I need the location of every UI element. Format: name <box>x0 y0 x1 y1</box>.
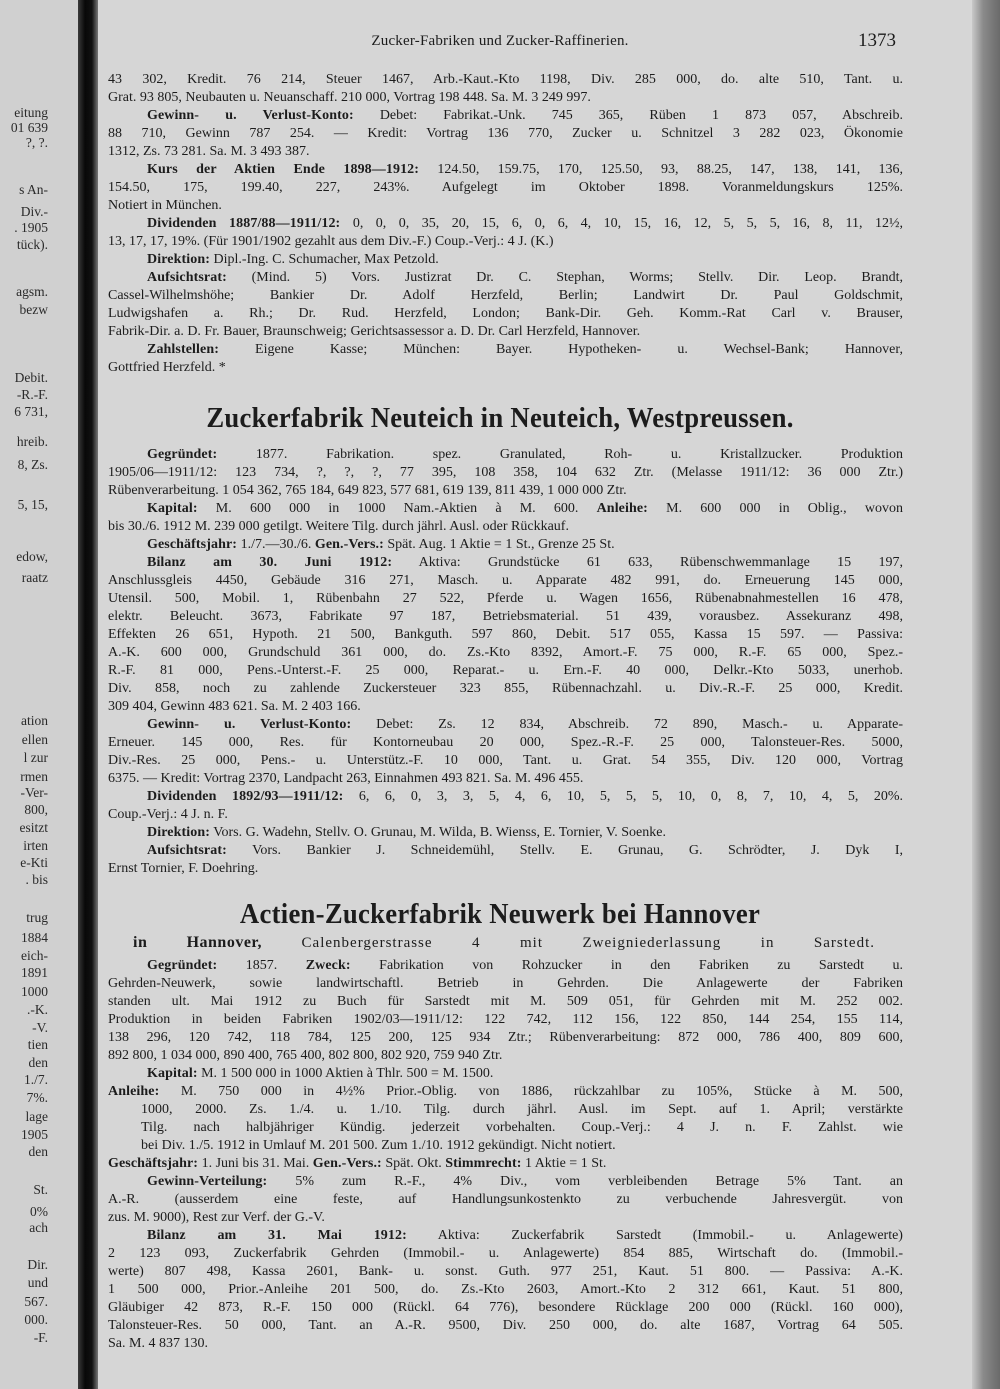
text-line <box>108 824 903 842</box>
fragment-line: .-K. <box>27 1002 48 1017</box>
fragment-line: irten <box>23 838 48 853</box>
text-line <box>108 1047 903 1065</box>
text-line <box>108 1299 903 1317</box>
text-line <box>108 143 903 161</box>
text-line <box>108 957 903 975</box>
fragment-line: trug <box>26 910 48 925</box>
fragment-line: ellen <box>21 732 48 747</box>
fragment-line: rmen <box>20 769 48 784</box>
paragraph <box>108 446 903 500</box>
text-line <box>108 993 903 1011</box>
field-text: Anschlussgleis 4450, Gebäude 316 271, Masch. u. Apparate 482 991, do. Erneuerung 145 000, <box>108 573 903 588</box>
text-line <box>108 287 903 305</box>
subtitle-city: in Hannover, <box>133 934 263 951</box>
field-label: Aufsichtsrat: <box>147 270 227 285</box>
text-line <box>108 215 903 233</box>
field-text: Spät. Okt. <box>381 1156 446 1171</box>
field-label: Direktion: <box>147 825 210 840</box>
field-text: 154.50, 175, 199.40, 227, 243%. Aufgelegt im Oktober 1898. Voranmeldungskurs 125%. <box>108 180 903 195</box>
field-text: M. 600 000 in Oblig., wovon <box>647 501 903 516</box>
paragraph <box>108 824 903 842</box>
paragraph <box>108 215 903 251</box>
text-line <box>108 1137 903 1155</box>
fragment-line: 567. <box>24 1294 48 1309</box>
paragraph <box>108 71 903 107</box>
field-text: 5% zum R.-F., 4% Div., vom verbleibenden Betrage 5% Tant. an <box>267 1174 903 1189</box>
fragment-line: ation <box>21 713 48 728</box>
fragment-line: s An- <box>19 182 48 197</box>
text-line <box>108 716 903 734</box>
field-label: Kurs der Aktien Ende 1898—1912: <box>147 162 420 177</box>
field-label: Gewinn-Verteilung: <box>147 1174 268 1189</box>
text-line <box>108 1119 903 1137</box>
field-text: (Mind. 5) Vors. Justizrat Dr. C. Stephan, Worms; Stellv. Dir. Leop. Brandt, <box>226 270 903 285</box>
field-label: Gegründet: <box>147 447 218 462</box>
text-line <box>108 1227 903 1245</box>
text-line <box>108 860 903 878</box>
field-label: Geschäftsjahr: <box>147 537 238 552</box>
fragment-line: 1891 <box>21 965 48 980</box>
field-text: 43 302, Kredit. 76 214, Steuer 1467, Arb.-Kaut.-Kto 1198, Div. 285 000, do. alte 510, Tant. u. <box>108 72 903 87</box>
text-line <box>108 341 903 359</box>
field-text: 1857. <box>217 958 306 973</box>
field-text: Eigene Kasse; München: Bayer. Hypotheken- u. Wechsel-Bank; Hannover, <box>218 342 903 357</box>
text-line <box>108 482 903 500</box>
fragment-line: . bis <box>25 872 48 887</box>
text-line <box>108 1263 903 1281</box>
field-label: Gen.-Vers.: <box>312 1156 382 1171</box>
fragment-line: 000. <box>24 1312 48 1327</box>
field-text: Utensil. 500, Mobil. 1, Rübenbahn 27 522, Pferde u. Wagen 1656, Rübenabnahmestellen 16 478, <box>108 591 903 606</box>
text-line <box>108 698 903 716</box>
entry-subtitle-neuwerk <box>133 934 875 952</box>
text-line <box>108 975 903 993</box>
fragment-line: e-Kti <box>20 855 48 870</box>
field-text: 138 296, 120 742, 118 784, 125 200, 125 934 Ztr.; Rübenverarbeitung: 872 000, 786 400, 809 600, <box>108 1030 903 1045</box>
fragment-line: 01 639 <box>10 120 48 135</box>
field-text: Effekten 26 651, Hypoth. 21 500, Bankguth. 597 860, Debit. 517 055, Kassa 15 597. — Passiva: <box>108 627 903 642</box>
field-label: Gewinn- u. Verlust-Konto: <box>147 717 352 732</box>
field-text: 124.50, 159.75, 170, 125.50, 93, 88.25, 147, 138, 141, 136, <box>419 162 903 177</box>
field-text: 1. Juni bis 31. Mai. <box>198 1156 313 1171</box>
text-line <box>108 1209 903 1227</box>
fragment-line: 0% <box>30 1204 48 1219</box>
fragment-line: ach <box>29 1220 48 1235</box>
text-line <box>108 500 903 518</box>
field-text: Debet: Fabrikat.-Unk. 745 365, Rüben 1 873 057, Abschreib. <box>353 108 903 123</box>
field-text: Cassel-Wilhelmshöhe; Bankier Dr. Adolf Herzfeld, Berlin; Landwirt Dr. Paul Goldschmit, <box>108 288 903 303</box>
paragraph <box>108 554 903 716</box>
paragraph <box>108 1173 903 1227</box>
paragraph <box>108 788 903 824</box>
fragment-line: -R.-F. <box>16 387 48 402</box>
field-text: Grat. 93 805, Neubauten u. Neuanschaff. 210 000, Vortrag 198 448. Sa. M. 3 249 997. <box>108 90 591 105</box>
text-line <box>108 107 903 125</box>
field-label: Kapital: <box>147 501 198 516</box>
text-line <box>108 1101 903 1119</box>
text-line <box>108 251 903 269</box>
field-text: Ernst Tornier, F. Doehring. <box>108 861 259 876</box>
field-text: werte) 807 498, Kassa 2601, Bank- u. sonst. Guth. 977 251, Kaut. 51 800. — Passiva: A.-K. <box>108 1264 903 1279</box>
field-text: standen ult. Mai 1912 zu Buch für Sarstedt mit M. 509 051, für Gehrden mit M. 252 002. <box>108 994 903 1009</box>
fragment-line: 7%. <box>26 1090 48 1105</box>
field-text: R.-F. 81 000, Pens.-Unterst.-F. 25 000, Reparat.- u. Ern.-F. 40 000, Delkr.-Kto 5033, unerhob. <box>108 663 903 678</box>
field-text: Spät. Aug. 1 Aktie = 1 St., Grenze 25 St. <box>383 537 615 552</box>
field-text: 892 800, 1 034 000, 890 400, 765 400, 802 800, 802 920, 759 940 Ztr. <box>108 1048 503 1063</box>
text-line <box>108 1281 903 1299</box>
fragment-line: -Ver- <box>20 785 48 800</box>
text-line <box>108 323 903 341</box>
fragment-line: eitung <box>14 105 48 120</box>
fragment-line: bezw <box>19 302 48 317</box>
text-line <box>108 125 903 143</box>
adjacent-page-fragment <box>0 0 80 1389</box>
fragment-line: Div.- <box>20 204 48 219</box>
text-line <box>108 608 903 626</box>
fragment-line: l zur <box>23 750 48 765</box>
field-text: 0, 0, 0, 35, 20, 15, 6, 0, 6, 4, 10, 15, 16, 12, 5, 5, 5, 16, 8, 11, 12½, <box>340 216 903 231</box>
field-text: Aktiva: Grundstücke 61 633, Rübenschwemmanlage 15 197, <box>392 555 903 570</box>
text-line <box>108 1029 903 1047</box>
text-line <box>108 1065 903 1083</box>
paragraph <box>108 341 903 377</box>
field-text: 88 710, Gewinn 787 254. — Kredit: Vortrag 136 770, Zucker u. Schnitzel 3 282 023, Ökonomie <box>108 126 903 141</box>
fragment-line: agsm. <box>16 284 48 299</box>
text-line <box>108 1155 903 1173</box>
fragment-line: -V. <box>32 1020 48 1035</box>
text-line <box>108 770 903 788</box>
field-text: 1877. Fabrikation. spez. Granulated, Roh- u. Kristallzucker. Produktion <box>217 447 903 462</box>
paragraph <box>108 957 903 1065</box>
field-label: Anleihe: <box>596 501 648 516</box>
text-line <box>108 179 903 197</box>
text-line <box>108 662 903 680</box>
field-label: Zweck: <box>305 958 351 973</box>
text-line <box>108 590 903 608</box>
text-line <box>108 554 903 572</box>
text-line <box>108 1245 903 1263</box>
text-line <box>108 161 903 179</box>
paragraph <box>108 1227 903 1353</box>
field-text: zus. M. 9000), Rest zur Verf. der G.-V. <box>108 1210 325 1225</box>
text-line <box>108 269 903 287</box>
field-text: Gottfried Herzfeld. * <box>108 360 226 375</box>
text-line <box>108 842 903 860</box>
field-text: Sa. M. 4 837 130. <box>108 1336 208 1351</box>
field-text: Talonsteuer-Res. 50 000, Tant. an A.-R. 9500, Div. 250 000, do. alte 1687, Vortrag 64 505. <box>108 1318 903 1333</box>
fragment-line: Debit. <box>14 370 48 385</box>
entry-title-neuteich: Zuckerfabrik Neuteich in Neuteich, Westpreussen. <box>206 402 794 434</box>
field-label: Stimmrecht: <box>445 1156 522 1171</box>
field-text: Gläubiger 42 873, R.-F. 150 000 (Rückl. 64 776), besondere Rücklage 200 000 (Rückl. 160 000), <box>108 1300 903 1315</box>
fragment-line: hreib. <box>16 434 48 449</box>
text-line <box>108 536 903 554</box>
text-line <box>108 233 903 251</box>
running-head: Zucker-Fabriken und Zucker-Raffinerien. <box>371 33 629 49</box>
field-text: Div.-Res. 25 000, Pens.- u. Unterstütz.-F. 10 000, Tant. u. Grat. 54 355, Div. 120 000, Vortrag <box>108 753 903 768</box>
paragraph <box>108 842 903 878</box>
text-line <box>108 1191 903 1209</box>
text-line <box>108 680 903 698</box>
field-text: Coup.-Verj.: 4 J. n. F. <box>108 807 228 822</box>
field-text: M. 750 000 in 4½% Prior.-Oblig. von 1886, rückzahlbar zu 105%, Stücke à M. 500, <box>159 1084 903 1099</box>
paragraph <box>108 1083 903 1155</box>
fragment-line: 800, <box>24 802 48 817</box>
field-text: bei Div. 1./5. 1912 in Umlauf M. 201 500. Zum 1./10. 1912 gekündigt. Nicht notiert. <box>141 1138 616 1153</box>
fragment-line: 1./7. <box>23 1072 48 1087</box>
fragment-line: 1905 <box>21 1127 48 1142</box>
field-label: Aufsichtsrat: <box>147 843 227 858</box>
text-line <box>108 1011 903 1029</box>
paragraph <box>108 536 903 554</box>
fragment-line: edow, <box>16 549 48 564</box>
fragment-line: den <box>28 1055 48 1070</box>
fragment-line: esitzt <box>19 820 48 835</box>
field-label: Geschäftsjahr: <box>108 1156 199 1171</box>
paragraph <box>108 161 903 215</box>
text-line <box>108 359 903 377</box>
text-line <box>108 1317 903 1335</box>
field-label: Direktion: <box>147 252 210 267</box>
field-text: Debet: Zs. 12 834, Abschreib. 72 890, Masch.- u. Apparate- <box>351 717 903 732</box>
field-text: Div. 858, noch zu zahlende Zuckersteuer 323 855, Rübennachzahl. u. Div.-R.-F. 25 000, Kredit. <box>108 681 903 696</box>
field-text: Ludwigshafen a. Rh.; Dr. Rud. Herzfeld, London; Bank-Dir. Geh. Komm.-Rat Carl v. Brauser, <box>108 306 903 321</box>
field-text: Fabrikation von Rohzucker in den Fabriken zu Sarstedt u. <box>350 958 904 973</box>
field-label: Dividenden 1887/88—1911/12: <box>147 216 341 231</box>
fragment-line: den <box>28 1144 48 1159</box>
page-number: 1373 <box>858 30 896 51</box>
fragment-line: Dir. <box>27 1257 48 1272</box>
field-text: 1 Aktie = 1 St. <box>521 1156 607 1171</box>
field-text: Dipl.-Ing. C. Schumacher, Max Petzold. <box>209 252 439 267</box>
page-edge-shadow <box>972 0 1000 1389</box>
field-text: Vors. G. Wadehn, Stellv. O. Grunau, M. Wilda, B. Wienss, E. Tornier, V. Soenke. <box>209 825 666 840</box>
field-text: Erneuer. 145 000, Res. für Kontorneubau 20 000, Spez.-R.-F. 25 000, Talonsteuer-Res. 5000, <box>108 735 903 750</box>
fragment-line: . 1905 <box>14 220 48 235</box>
field-text: M. 600 000 in 1000 Nam.-Aktien à M. 600. <box>197 501 597 516</box>
field-text: Aktiva: Zuckerfabrik Sarstedt (Immobil.- u. Anlagewerte) <box>406 1228 903 1243</box>
field-text: 6375. — Kredit: Vortrag 2370, Landpacht 263, Einnahmen 493 821. Sa. M. 496 455. <box>108 771 584 786</box>
paragraph <box>108 716 903 788</box>
fragment-line: tien <box>27 1037 48 1052</box>
field-text: Fabrik-Dir. a. D. Fr. Bauer, Braunschweig; Gerichtsassessor a. D. Dr. Carl Herzfeld, Hannover. <box>108 324 641 339</box>
fragment-line: und <box>27 1275 48 1290</box>
fragment-line: raatz <box>21 570 48 585</box>
field-text: 1000, 2000. Zs. 1./4. u. 1./10. Tilg. durch jährl. Ausl. im Sept. auf 1. April; verstärkte <box>141 1102 903 1117</box>
text-line <box>108 572 903 590</box>
field-label: Gen.-Vers.: <box>314 537 384 552</box>
field-text: A.-R. (ausserdem eine feste, auf Handlungsunkostenkto zu verbuchende Jahresvergüt. von <box>108 1192 903 1207</box>
field-label: Gewinn- u. Verlust-Konto: <box>147 108 354 123</box>
field-text: 1312, Zs. 73 281. Sa. M. 3 493 387. <box>108 144 310 159</box>
text-line <box>108 1335 903 1353</box>
fragment-line: 1000 <box>21 984 48 999</box>
text-line <box>108 752 903 770</box>
paragraph <box>108 500 903 536</box>
fragment-line: 6 731, <box>14 404 48 419</box>
text-line <box>108 1173 903 1191</box>
field-label: Bilanz am 30. Juni 1912: <box>147 555 393 570</box>
field-text: 2 123 093, Zuckerfabrik Gehrden (Immobil.- u. Anlagewerte) 854 885, Wirtschaft do. (Immobil.- <box>108 1246 903 1261</box>
text-line <box>108 71 903 89</box>
fragment-line: St. <box>33 1182 48 1197</box>
field-text: 1905/06—1911/12: 123 734, ?, ?, ?, 77 395, 108 358, 104 632 Ztr. (Melasse 1911/12: 36 000 Ztr.) <box>108 465 903 480</box>
text-line <box>108 464 903 482</box>
fragment-line: 5, 15, <box>17 497 48 512</box>
field-text: Produktion in beiden Fabriken 1902/03—1911/12: 122 742, 112 156, 122 850, 144 254, 155 114, <box>108 1012 903 1027</box>
subtitle-address: Calenbergerstrasse 4 mit Zweigniederlassung in Sarstedt. <box>262 935 875 951</box>
field-text: Gehrden-Neuwerk, sowie landwirtschaftl. Betrieb in Gehrden. Die Anlagewerte der Fabriken <box>108 976 903 991</box>
fragment-line: ?, ?. <box>25 135 48 150</box>
field-text: Rübenverarbeitung. 1 054 362, 765 184, 649 823, 577 681, 619 139, 811 439, 1 000 000 Ztr. <box>108 483 627 498</box>
field-text: 13, 17, 17, 19%. (Für 1901/1902 gezahlt aus dem Div.-F.) Coup.-Verj.: 4 J. (K.) <box>108 234 554 249</box>
text-line <box>108 806 903 824</box>
entry-title-neuwerk: Actien-Zuckerfabrik Neuwerk bei Hannover <box>239 898 761 930</box>
entry-neuteich <box>108 446 903 878</box>
fragment-line: 1884 <box>21 930 48 945</box>
field-text: Tilg. nach halbjähriger Kündig. jederzeit vorbehalten. Coup.-Verj.: 4 J. n. F. Zahlst. wie <box>141 1120 903 1135</box>
text-line <box>108 626 903 644</box>
field-text: 1./7.—30./6. <box>237 537 315 552</box>
text-line <box>108 446 903 464</box>
text-line <box>108 788 903 806</box>
paragraph <box>108 251 903 269</box>
field-text: bis 30./6. 1912 M. 239 000 getilgt. Weitere Tilg. durch jährl. Ausl. oder Rückkauf. <box>108 519 569 534</box>
field-text: Notiert in München. <box>108 198 222 213</box>
fragment-line: -F. <box>33 1330 48 1345</box>
fragment-line: lage <box>25 1109 48 1124</box>
field-text: 309 404, Gewinn 483 621. Sa. M. 2 403 166. <box>108 699 361 714</box>
field-label: Anleihe: <box>108 1084 160 1099</box>
fragment-line: 8, Zs. <box>17 457 48 472</box>
field-text: M. 1 500 000 in 1000 Aktien à Thlr. 500 = M. 1500. <box>197 1066 494 1081</box>
text-line <box>108 518 903 536</box>
book-gutter-shadow <box>78 0 98 1389</box>
fragment-line: eich- <box>21 948 48 963</box>
entry-continuation <box>108 71 903 377</box>
text-line <box>108 197 903 215</box>
field-label: Gegründet: <box>147 958 218 973</box>
field-text: A.-K. 600 000, Grundschuld 361 000, do. Zs.-Kto 8392, Amort.-F. 75 000, R.-F. 65 000, Spez.- <box>108 645 903 660</box>
field-label: Dividenden 1892/93—1911/12: <box>147 789 344 804</box>
field-text: Vors. Bankier J. Schneidemühl, Stellv. E. Grunau, G. Schrödter, J. Dyk I, <box>226 843 903 858</box>
paragraph <box>108 269 903 341</box>
field-text: elektr. Beleucht. 3673, Fabrikate 97 187, Betriebsmaterial. 51 439, vorausbez. Assekuranz 498, <box>108 609 903 624</box>
text-line <box>108 89 903 107</box>
entry-neuwerk <box>108 957 903 1353</box>
field-text: 1 500 000, Prior.-Anleihe 201 500, do. Zs.-Kto 2603, Amort.-Kto 2 312 661, Kaut. 51 800, <box>108 1282 903 1297</box>
field-label: Kapital: <box>147 1066 198 1081</box>
text-line <box>108 734 903 752</box>
field-text: 6, 6, 0, 3, 3, 5, 4, 6, 10, 5, 5, 5, 10, 0, 8, 7, 10, 4, 5, 20%. <box>343 789 903 804</box>
text-line <box>108 1083 903 1101</box>
text-line <box>108 305 903 323</box>
field-label: Zahlstellen: <box>147 342 219 357</box>
fragment-line: tück). <box>16 237 48 252</box>
field-label: Bilanz am 31. Mai 1912: <box>147 1228 407 1243</box>
paragraph <box>108 1065 903 1083</box>
paragraph <box>108 1155 903 1173</box>
paragraph <box>108 107 903 161</box>
text-line <box>108 644 903 662</box>
